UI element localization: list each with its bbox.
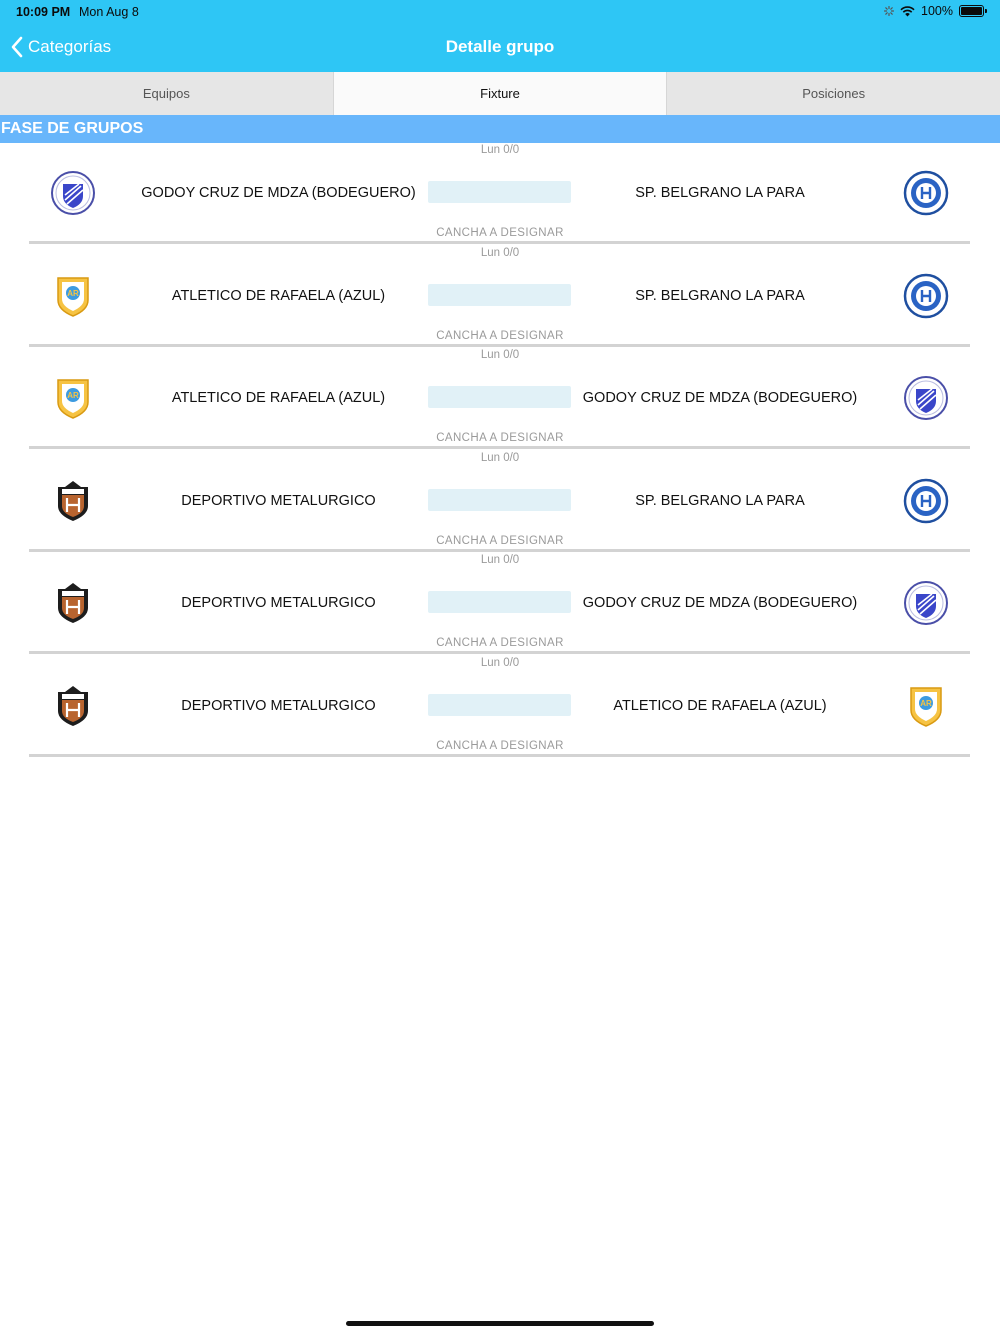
match-date: Lun 0/0 [480, 656, 520, 669]
match-date: Lun 0/0 [480, 144, 520, 156]
belgrano-crest-icon [903, 273, 949, 319]
home-indicator[interactable] [346, 1321, 654, 1326]
match-row[interactable] [0, 348, 1000, 451]
match-row[interactable] [0, 246, 1000, 349]
match-list [0, 143, 1000, 758]
row-divider [29, 446, 970, 449]
match-date: Lun 0/0 [480, 451, 520, 464]
row-divider [29, 344, 970, 347]
score-box [428, 181, 571, 203]
godoy-cruz-crest-icon [903, 375, 949, 421]
back-label: Categorías [28, 37, 112, 56]
tab-fixture[interactable]: Fixture [333, 72, 667, 115]
row-divider [29, 651, 970, 654]
rafaela-crest-icon [50, 273, 96, 319]
match-row[interactable] [0, 553, 1000, 656]
row-divider [29, 754, 970, 757]
svg-text:AR: AR [920, 698, 932, 708]
away-team-name: ATLETICO DE RAFAELA (AZUL) [613, 697, 827, 714]
activity-icon [884, 6, 894, 16]
match-venue: CANCHA A DESIGNAR [436, 534, 564, 547]
score-box [428, 591, 571, 613]
home-team-name: DEPORTIVO METALURGICO [181, 697, 376, 714]
navigation-bar [0, 24, 1000, 72]
match-venue: CANCHA A DESIGNAR [436, 637, 564, 649]
away-team-name: SP. BELGRANO LA PARA [635, 185, 805, 201]
score-box [428, 489, 571, 511]
match-venue: CANCHA A DESIGNAR [436, 739, 564, 752]
segmented-tabs [0, 72, 1000, 115]
metalurgico-crest-icon [50, 580, 96, 626]
status-date: Mon Aug 8 [79, 5, 139, 19]
wifi-icon [900, 6, 915, 17]
godoy-cruz-crest-icon [903, 580, 949, 626]
tab-posiciones[interactable]: Posiciones [666, 72, 1000, 115]
match-row[interactable] [0, 451, 1000, 554]
away-team-name: SP. BELGRANO LA PARA [635, 287, 805, 304]
tab-equipos[interactable]: Equipos [142, 86, 190, 101]
row-divider [29, 241, 970, 244]
score-box [428, 284, 571, 306]
top-bar [0, 0, 1000, 72]
match-date: Lun 0/0 [480, 349, 520, 361]
score-box [428, 694, 571, 716]
status-right [884, 4, 984, 18]
metalurgico-crest-icon [50, 478, 96, 524]
metalurgico-crest-icon [50, 683, 96, 729]
svg-text:AR: AR [67, 288, 79, 298]
match-row[interactable] [0, 656, 1000, 759]
match-date: Lun 0/0 [480, 554, 520, 566]
away-team-name: GODOY CRUZ DE MDZA (BODEGUERO) [582, 390, 858, 406]
home-team-name: DEPORTIVO METALURGICO [181, 595, 376, 611]
status-bar [0, 0, 1000, 24]
away-team-name: GODOY CRUZ DE MDZA (BODEGUERO) [582, 595, 858, 611]
away-team-name: SP. BELGRANO LA PARA [635, 492, 805, 509]
rafaela-crest-icon [903, 683, 949, 729]
score-box [428, 386, 571, 408]
home-team-name: ATLETICO DE RAFAELA (AZUL) [171, 390, 386, 406]
home-team-name: GODOY CRUZ DE MDZA (BODEGUERO) [141, 185, 416, 201]
rafaela-crest-icon [50, 375, 96, 421]
status-time: 10:09 PM [16, 5, 71, 19]
home-team-name: ATLETICO DE RAFAELA (AZUL) [171, 287, 386, 304]
godoy-cruz-crest-icon [50, 170, 96, 216]
match-venue: CANCHA A DESIGNAR [436, 432, 564, 444]
page-title: Detalle grupo [445, 37, 555, 56]
svg-text:AR: AR [67, 391, 79, 400]
section-header: FASE DE GRUPOS [0, 115, 1000, 143]
match-venue: CANCHA A DESIGNAR [436, 227, 564, 239]
battery-percent: 100% [921, 4, 953, 18]
match-date: Lun 0/0 [480, 246, 520, 259]
belgrano-crest-icon [903, 478, 949, 524]
battery-icon [959, 5, 984, 17]
match-row[interactable] [0, 143, 1000, 246]
home-team-name: DEPORTIVO METALURGICO [181, 492, 376, 509]
belgrano-crest-icon [903, 170, 949, 216]
match-venue: CANCHA A DESIGNAR [436, 329, 564, 342]
row-divider [29, 549, 970, 552]
